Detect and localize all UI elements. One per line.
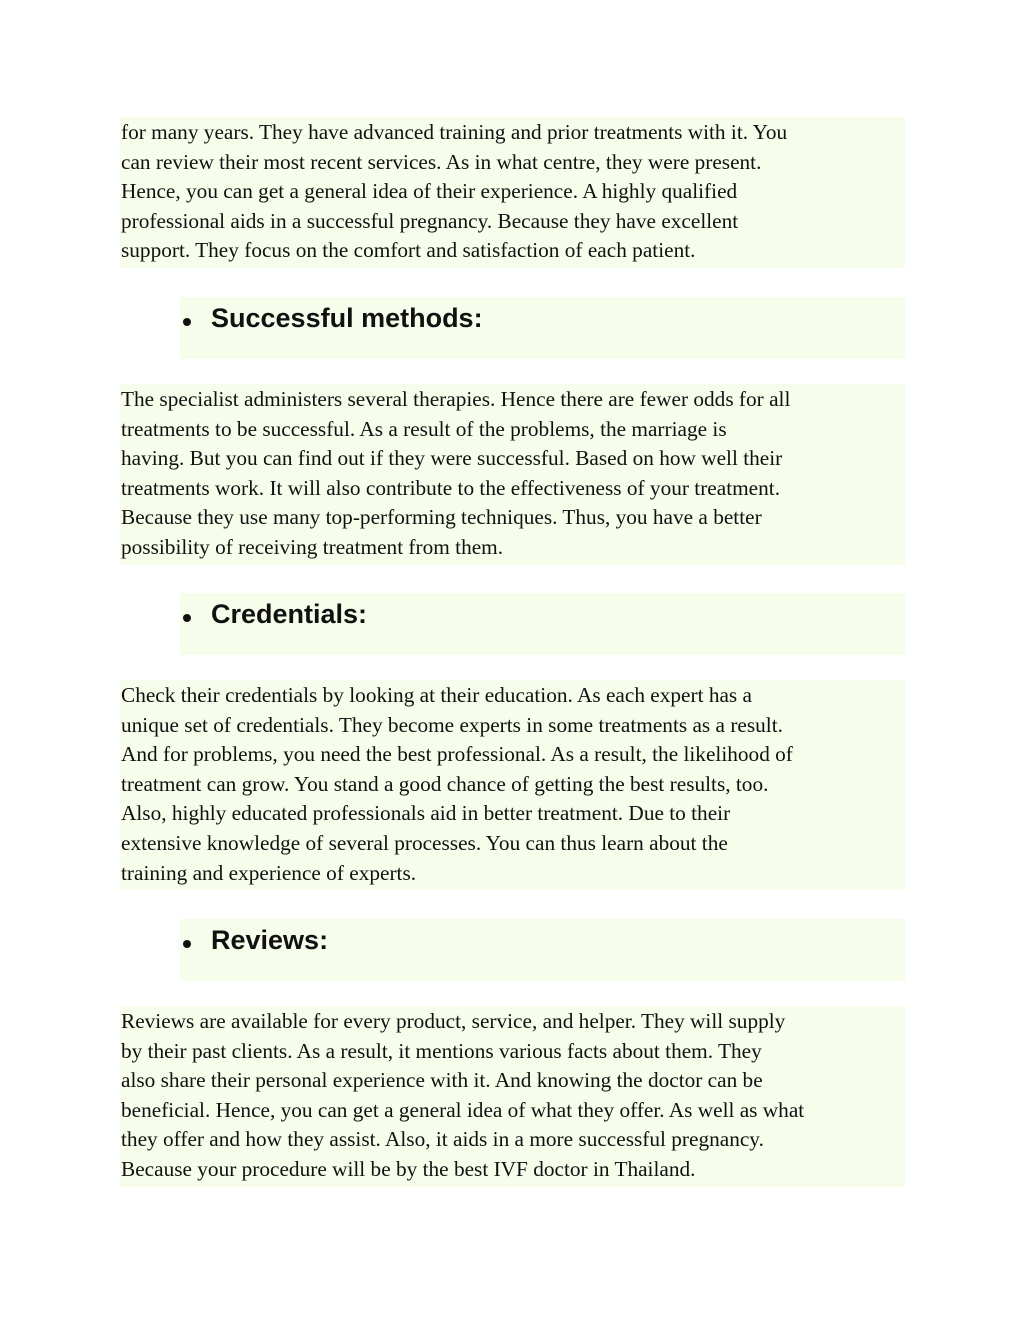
text-line: beneficial. Hence, you can get a general idea of what they offer. As well as what bbox=[121, 1097, 805, 1122]
text-line: Also, highly educated professionals aid in better treatment. Due to their bbox=[121, 801, 731, 826]
text-line: for many years. They have advanced training and prior treatments with it. You bbox=[121, 120, 788, 144]
paragraph-credentials bbox=[120, 680, 905, 890]
text-line: by their past clients. As a result, it mentions various facts about them. They bbox=[121, 1038, 762, 1063]
heading-text: Successful methods: bbox=[211, 303, 483, 333]
text-line: treatment can grow. You stand a good chance of getting the best results, too. bbox=[121, 771, 769, 796]
text-line: extensive knowledge of several processes. You can thus learn about the bbox=[121, 830, 728, 855]
text-line: Reviews are available for every product, service, and helper. They will supply bbox=[121, 1009, 786, 1033]
text-line: Because they use many top-performing techniques. Thus, you have a better bbox=[121, 505, 762, 530]
bullet-icon bbox=[183, 614, 191, 622]
paragraph-experience bbox=[120, 117, 905, 268]
text-line: And for problems, you need the best professional. As a result, the likelihood of bbox=[121, 742, 793, 767]
text-line: they offer and how they assist. Also, it aids in a more successful pregnancy. bbox=[121, 1127, 764, 1152]
text-line: The specialist administers several therapies. Hence there are fewer odds for all bbox=[121, 387, 791, 411]
heading-reviews bbox=[180, 919, 905, 981]
text-line: unique set of credentials. They become experts in some treatments as a result. bbox=[121, 712, 783, 737]
text-line: Because your procedure will be by the best IVF doctor in Thailand. bbox=[121, 1156, 696, 1181]
text-line: can review their most recent services. As in what centre, they were present. bbox=[121, 149, 762, 174]
bullet-icon bbox=[183, 318, 191, 326]
text-line: possibility of receiving treatment from them. bbox=[121, 534, 504, 559]
text-line: treatments work. It will also contribute to the effectiveness of your treatment. bbox=[121, 475, 781, 500]
text-line: also share their personal experience with it. And knowing the doctor can be bbox=[121, 1068, 763, 1093]
text-line: support. They focus on the comfort and satisfaction of each patient. bbox=[121, 238, 696, 263]
heading-text: Reviews: bbox=[211, 925, 329, 955]
bullet-icon bbox=[183, 940, 191, 948]
text-line: treatments to be successful. As a result of the problems, the marriage is bbox=[121, 416, 727, 441]
heading-text: Credentials: bbox=[211, 599, 368, 629]
heading-successful-methods bbox=[180, 297, 905, 359]
text-line: having. But you can find out if they were successful. Based on how well their bbox=[121, 446, 783, 471]
heading-credentials bbox=[180, 593, 905, 655]
text-line: Check their credentials by looking at their education. As each expert has a bbox=[121, 683, 752, 707]
text-line: Hence, you can get a general idea of their experience. A highly qualified bbox=[121, 179, 738, 204]
text-line: training and experience of experts. bbox=[121, 860, 417, 885]
text-line: professional aids in a successful pregnancy. Because they have excellent bbox=[121, 208, 739, 233]
paragraph-successful-methods bbox=[120, 384, 905, 565]
paragraph-reviews bbox=[120, 1006, 905, 1187]
